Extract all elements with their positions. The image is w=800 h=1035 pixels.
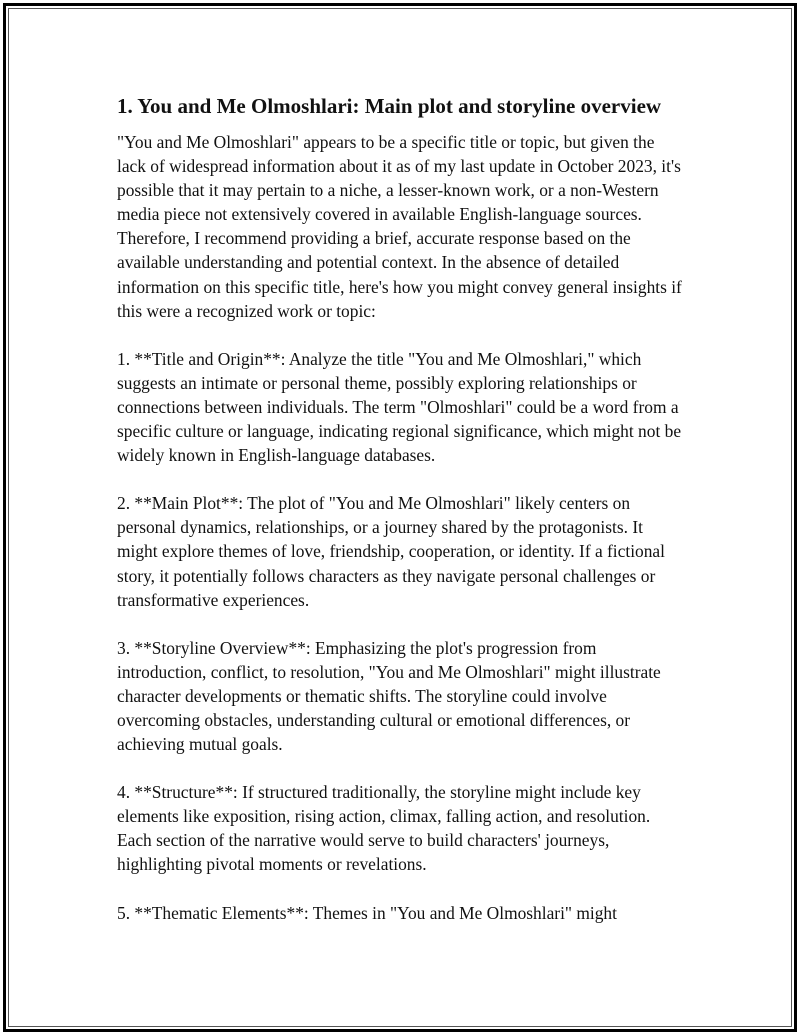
paragraph-title-and-origin: 1. **Title and Origin**: Analyze the title "You and Me Olmoshlari," which suggests an intimate or personal theme, possibly exploring relationships or connections between individuals. The term "Olmoshlari" could be a word from a specific culture or language, indicating regional significance, which might not be widely known in English-language databases. — [117, 348, 682, 466]
paragraph-structure: 4. **Structure**: If structured traditionally, the storyline might include key elements like exposition, rising action, climax, falling action, and resolution. Each section of the narrative would serve to build characters' journeys, highlighting pivotal moments or revelations. — [117, 782, 651, 875]
paragraph-thematic-elements: 5. **Thematic Elements**: Themes in "You and Me Olmoshlari" might — [117, 902, 617, 923]
paragraph-main-plot: 2. **Main Plot**: The plot of "You and Me Olmoshlari" likely centers on personal dynamics, relationships, or a journey shared by the protagonists. It might explore themes of love, friendship, cooperation, or identity. If a fictional story, it potentially follows characters as they navigate personal challenges or transformative experiences. — [117, 493, 665, 610]
paragraph-storyline-overview: 3. **Storyline Overview**: Emphasizing the plot's progression from introduction, conflict, to resolution, "You and Me Olmoshlari" might illustrate character developments or thematic shifts. The storyline could involve overcoming obstacles, understanding cultural or emotional differences, or achieving mutual goals. — [117, 637, 661, 755]
intro-paragraph: "You and Me Olmoshlari" appears to be a specific title or topic, but given the lack of widespread information about it as of my last update in October 2023, it's possible that it may pertain to a niche, a lesser-known work, or a non-Western media piece not extensively covered in available English-language sources. Therefore, I recommend providing a brief, accurate response based on the available understanding and potential context. In the absence of detailed information on this specific title, here's how you might convey general insights if this were a recognized work or topic: — [117, 132, 682, 321]
document-body — [117, 92, 687, 949]
section-heading: 1. You and Me Olmoshlari: Main plot and storyline overview — [117, 94, 662, 118]
